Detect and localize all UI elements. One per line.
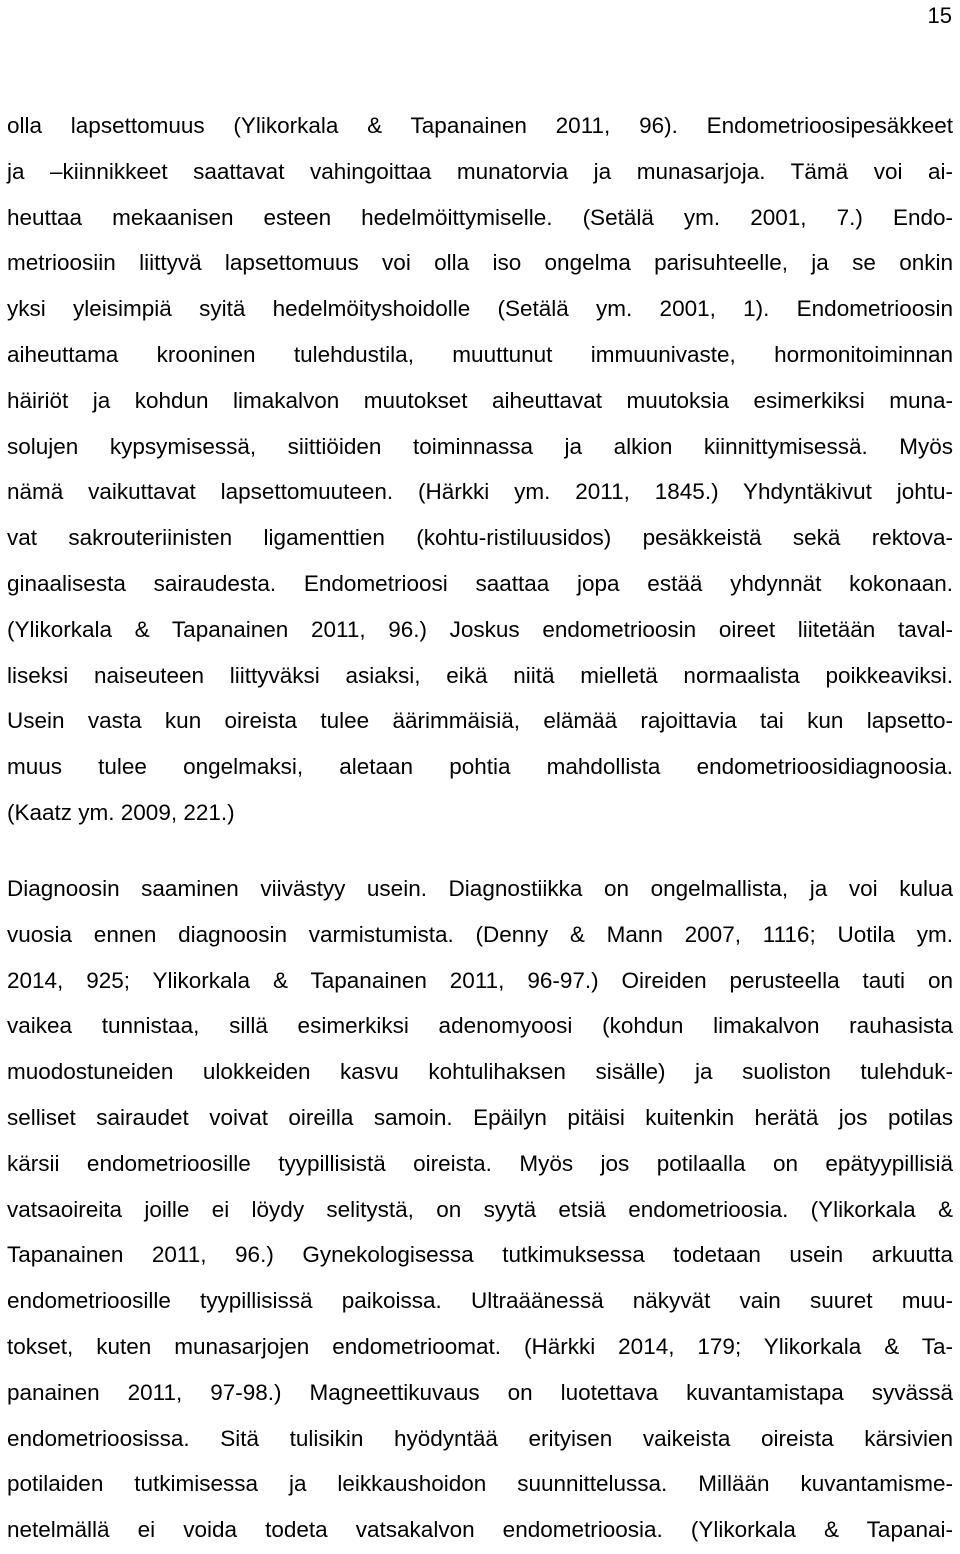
text-line: 2014, 925; Ylikorkala & Tapanainen 2011, 96-97.) Oireiden perusteella tauti on (7, 967, 953, 993)
text-line: aiheuttama krooninen tulehdustila, muuttunut immuunivaste, hormonitoiminnan (7, 341, 953, 367)
text-line: vaikea tunnistaa, sillä esimerkiksi adenomyoosi (kohdun limakalvon rauhasista (7, 1013, 953, 1039)
page-number: 15 (927, 3, 952, 28)
text-line: liseksi naiseuteen liittyväksi asiaksi, eikä niitä mielletä normaalista poikkeaviksi. (7, 662, 953, 688)
text-line: tokset, kuten munasarjojen endometrioomat. (Härkki 2014, 179; Ylikorkala & Ta- (7, 1333, 953, 1359)
text-line: vuosia ennen diagnoosin varmistumista. (Denny & Mann 2007, 1116; Uotila ym. (7, 921, 953, 947)
text-line: endometrioosissa. Sitä tulisikin hyödyntää erityisen vaikeista oireista kärsivien (7, 1425, 953, 1451)
text-line: muus tulee ongelmaksi, aletaan pohtia mahdollista endometrioosidiagnoosia. (7, 754, 953, 780)
paragraph-diagnosis (7, 866, 953, 1553)
text-line: solujen kypsymisessä, siittiöiden toiminnassa ja alkion kiinnittymisessä. Myös (7, 433, 953, 459)
text-line: ginaalisesta sairaudesta. Endometrioosi saattaa jopa estää yhdynnät kokonaan. (7, 570, 953, 596)
text-line: endometrioosille tyypillisissä paikoissa. Ultraäänessä näkyvät vain suuret muu- (7, 1288, 953, 1314)
paragraph-infertility (7, 103, 953, 836)
text-line: Tapanainen 2011, 96.) Gynekologisessa tutkimuksessa todetaan usein arkuutta (7, 1242, 953, 1268)
text-line: nämä vaikuttavat lapsettomuuteen. (Härkki ym. 2011, 1845.) Yhdyntäkivut johtu- (7, 479, 953, 505)
text-line: netelmällä ei voida todeta vatsakalvon endometrioosia. (Ylikorkala & Tapanai- (7, 1517, 953, 1543)
text-line: vat sakrouteriinisten ligamenttien (kohtu-ristiluusidos) pesäkkeistä sekä rektova- (7, 525, 953, 551)
text-line: Diagnoosin saaminen viivästyy usein. Diagnostiikka on ongelmallista, ja voi kulua (7, 876, 953, 901)
text-line: kärsii endometrioosille tyypillisistä oireista. Myös jos potilaalla on epätyypillisiä (7, 1150, 953, 1176)
text-line: Usein vasta kun oireista tulee äärimmäisiä, elämää rajoittavia tai kun lapsetto- (7, 708, 953, 734)
text-line: potilaiden tutkimisessa ja leikkaushoidon suunnittelussa. Millään kuvantamisme- (7, 1471, 953, 1497)
text-line: häiriöt ja kohdun limakalvon muutokset aiheuttavat muutoksia esimerkiksi muna- (7, 387, 953, 413)
text-line: panainen 2011, 97-98.) Magneettikuvaus on luotettava kuvantamistapa syvässä (7, 1379, 953, 1405)
text-line: olla lapsettomuus (Ylikorkala & Tapanainen 2011, 96). Endometrioosipesäkkeet (7, 113, 953, 138)
text-line: (Ylikorkala & Tapanainen 2011, 96.) Joskus endometrioosin oireet liitetään taval- (7, 616, 953, 642)
text-line: ja –kiinnikkeet saattavat vahingoittaa munatorvia ja munasarjoja. Tämä voi ai- (7, 158, 953, 184)
text-line: (Kaatz ym. 2009, 221.) (7, 799, 235, 825)
text-line: vatsaoireita joille ei löydy selitystä, on syytä etsiä endometrioosia. (Ylikorkala & (7, 1196, 953, 1222)
text-line: yksi yleisimpiä syitä hedelmöityshoidolle (Setälä ym. 2001, 1). Endometrioosin (7, 296, 953, 322)
text-line: heuttaa mekaanisen esteen hedelmöittymiselle. (Setälä ym. 2001, 7.) Endo- (7, 204, 953, 230)
text-line: selliset sairaudet voivat oireilla samoin. Epäilyn pitäisi kuitenkin herätä jos potilas (7, 1104, 953, 1130)
text-line: muodostuneiden ulokkeiden kasvu kohtulihaksen sisälle) ja suoliston tulehduk- (7, 1059, 953, 1085)
text-line: metrioosiin liittyvä lapsettomuus voi olla iso ongelma parisuhteelle, ja se onkin (7, 250, 953, 276)
